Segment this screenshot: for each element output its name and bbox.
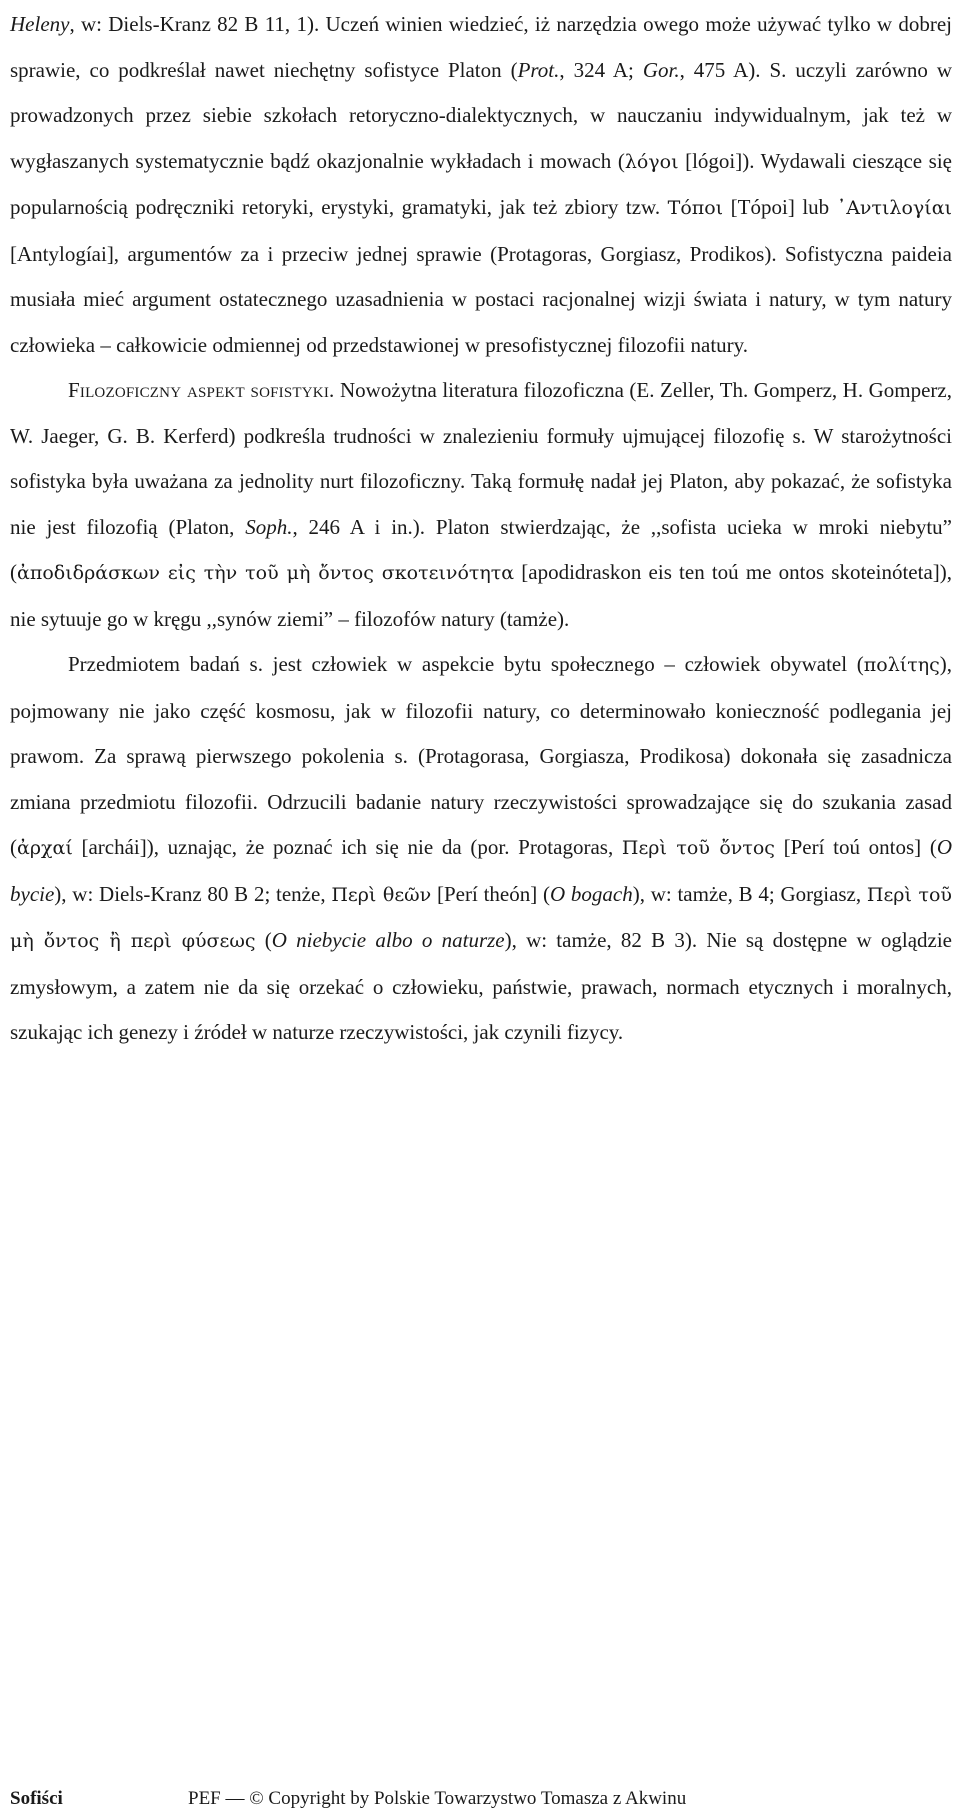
italic-title: Prot.: [517, 57, 560, 82]
text-run: ), w: tamże, B 4; Gorgiasz,: [632, 881, 867, 906]
text-run: (: [255, 928, 272, 952]
greek-term: πολίτης: [863, 654, 940, 676]
italic-title: Heleny: [10, 12, 70, 36]
greek-term: Περὶ τοῦ ὄντος: [621, 837, 775, 859]
text-run: ), w: Diels-Kranz 80 B 2; tenże,: [54, 881, 332, 906]
text-run: [Perí toú ontos] (: [774, 835, 937, 859]
greek-term: ἀρχαί: [17, 837, 73, 859]
text-run: , w: Diels-Kranz 82 B 11, 1). Uczeń winien wiedzieć, iż narzędzia owego może używać tylko w dobrej sprawie, co podkreślał nawet niechętny sofistyce Platon (: [10, 12, 952, 82]
text-run: , 475 A). S. uczyli zarówno w prowadzonych przez siebie szkołach retoryczno-dialektycznych, w nauczaniu indywidualnym, jak też w wygłaszanych systematycznie bądź okazjonalnie wykładach i mowach (: [10, 57, 952, 173]
section-heading: Filozoficzny aspekt sofistyki.: [68, 378, 335, 402]
greek-term: Περὶ τοῦ μὴ ὄντος ἢ περὶ φύσεως: [10, 883, 952, 952]
text-run: [archái]), uznając, że poznać ich się nie da (por. Protagoras,: [72, 835, 622, 859]
text-run: ), pojmowany nie jako część kosmosu, jak w filozofii natury, co determinowało konieczność podlegania jej prawom. Za sprawą pierwszego pokolenia s. (Protagorasa, Gorgiasza, Prodikosa) dokonała się zasadnicza zmiana przedmiotu filozofii. Odrzucili badanie natury rzeczywistości sprowadzające się do szukania zasad (: [10, 652, 952, 859]
text-run: , 324 A;: [559, 57, 643, 82]
greek-term: λόγοι: [624, 150, 679, 173]
text-run: [Antylogíai], argumentów za i przeciw jednej sprawie (Protagoras, Gorgiasz, Prodikos). Sofistyczna paideia musiała mieć argument ostatecznego uzasadnienia w postaci racjonalnej wizji świata i natury, w tym natury człowieka – całkowicie odmiennej od przedstawionej w presofistycznej filozofii natury.: [10, 241, 952, 357]
italic-title: O bogach: [549, 881, 633, 906]
body-text: [10, 2, 952, 1056]
italic-title: O niebycie albo o naturze: [271, 928, 505, 952]
italic-title: O bycie: [10, 835, 952, 906]
text-run: , 246 A i in.). Platon stwierdzając, że ,,sofista ucieka w mroki niebytu” (: [10, 514, 952, 584]
greek-term: ᾿Αντιλογίαι: [836, 197, 953, 219]
greek-term: Περὶ θεῶν: [331, 883, 432, 906]
paragraph-2: [10, 368, 952, 642]
text-run: [Perí theón] (: [431, 881, 550, 906]
text-run: ), w: tamże, 82 B 3). Nie są dostępne w oglądzie zmysłowym, a zatem nie da się orzekać o człowieku, państwie, prawach, normach etycznych i moralnych, szukając ich genezy i źródeł w naturze rzeczywistości, jak czynili fizycy.: [10, 928, 953, 1044]
footer-copyright: PEF — © Copyright by Polskie Towarzystwo Tomasza z Akwinu: [188, 1788, 687, 1809]
italic-title: Gor.: [642, 57, 680, 82]
text-run: Przedmiotem badań s. jest człowiek w aspekcie bytu społecznego – człowiek obywatel (: [68, 652, 864, 676]
text-run: Nowożytna literatura filozoficzna (E. Zeller, Th. Gomperz, H. Gomperz, W. Jaeger, G. B. Kerferd) podkreśla trudności w znalezieniu formuły ujmującej filozofię s. W starożytności sofistyka była uważana za jednolity nurt filozoficzny. Taką formułę nadał jej Platon, aby pokazać, że sofistyka nie jest filozofią (Platon,: [10, 378, 952, 539]
italic-title: Soph.: [245, 514, 293, 539]
greek-term: Τόποι: [667, 197, 724, 219]
paragraph-1: [10, 2, 952, 368]
text-run: [Tópoi] lub: [723, 195, 837, 219]
footer-section-title: Sofiści: [10, 1788, 63, 1809]
text-run: [lógoi]). Wydawali cieszące się popularnością podręczniki retoryki, erystyki, gramatyki, jak też zbiory tzw.: [10, 148, 952, 219]
paragraph-3: [10, 642, 952, 1056]
text-run: [apodidraskon eis ten toú me ontos skoteinóteta]), nie sytuuje go w kręgu ,,synów ziemi” – filozofów natury (tamże).: [10, 560, 952, 631]
greek-term: ἀποδιδράσκων εἰς τὴν τοῦ μὴ ὄντος σκοτεινότητα: [17, 562, 515, 584]
